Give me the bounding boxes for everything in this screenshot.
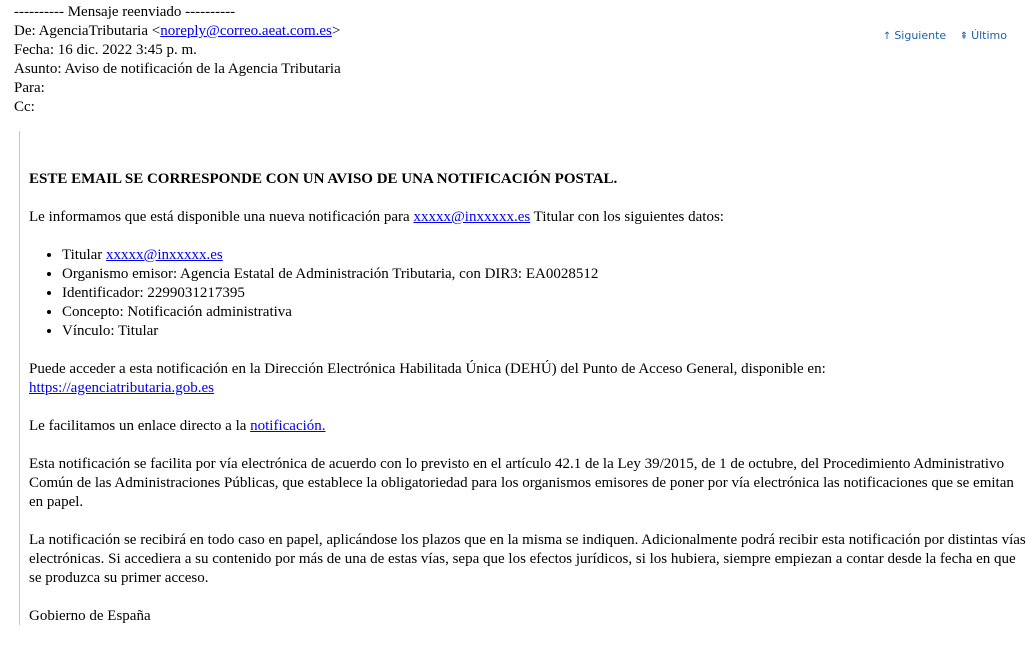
notification-data-list (29, 246, 1029, 341)
legal-paragraph-1: Esta notificación se facilita por vía electrónica de acuerdo con lo previsto en el artículo 42.1 de la Ley 39/2015, de 1 de octubre, del Procedimiento Administrativo Común de las Administraciones Públicas, que establece la obligatoriedad para los organismos emisores de poner por vía electrónica las notificaciones que se emitan en papel. (29, 456, 1014, 510)
from-email-link[interactable]: noreply@correo.aeat.com.es (160, 23, 332, 39)
from-line (14, 22, 341, 41)
to-line: Para: (14, 80, 45, 96)
direct-link-text: Le facilitamos un enlace directo a la (29, 418, 251, 434)
spacer (29, 398, 1029, 417)
intro-paragraph (29, 208, 1029, 227)
cc-line: Cc: (14, 99, 35, 115)
spacer (29, 227, 1029, 246)
next-label: Siguiente (894, 29, 947, 42)
last-button[interactable] (960, 29, 1007, 42)
spacer (29, 436, 1029, 455)
list-item-organismo: • Organismo emisor: Agencia Estatal de Administración Tributaria, con DIR3: EA0028512 (62, 265, 1029, 284)
access-text: Puede acceder a esta notificación en la Dirección Electrónica Habilitada Única (DEHÚ) del Punto de Acceso General, disponible en: (29, 361, 826, 377)
double-arrow-up-icon: ⇞ (959, 31, 969, 42)
forwarded-header (14, 3, 341, 117)
forward-separator: ---------- Mensaje reenviado ---------- (14, 4, 236, 20)
titular-label: Titular (62, 247, 107, 263)
intro-email-link[interactable]: xxxxx@inxxxxx.es (413, 209, 531, 225)
titular-email-link[interactable]: xxxxx@inxxxxx.es (106, 247, 223, 263)
access-paragraph (29, 360, 1029, 398)
list-item-titular (62, 246, 1029, 265)
intro-text-after: Titular con los siguientes datos: (530, 209, 724, 225)
message-navigation (873, 29, 1007, 42)
spacer (29, 588, 1029, 607)
from-label: De: (14, 23, 39, 39)
notice-title: ESTE EMAIL SE CORRESPONDE CON UN AVISO DE UNA NOTIFICACIÓN POSTAL. (29, 171, 618, 187)
spacer (29, 341, 1029, 360)
spacer (29, 512, 1029, 531)
from-close: > (331, 23, 341, 39)
signature: Gobierno de España (29, 608, 151, 624)
access-link[interactable]: https://agenciatributaria.gob.es (29, 380, 214, 396)
intro-text: Le informamos que está disponible una nueva notificación para (29, 209, 414, 225)
list-item-identificador: • Identificador: 2299031217395 (62, 284, 1029, 303)
legal-paragraph-2: La notificación se recibirá en todo caso en papel, aplicándose los plazos que en la misma se indiquen. Adicionalmente podrá recibir esta notificación por distintas vías electrónicas. Si accediera a su contenido por más de una de estas vías, sepa que los efectos jurídicos, si los hubiera, siempre empiezan a contar desde la fecha en que se produzca su primer acceso. (29, 532, 1026, 586)
last-label: Último (971, 29, 1007, 42)
date-line: Fecha: 16 dic. 2022 3:45 p. m. (14, 42, 197, 58)
list-item-vinculo: • Vínculo: Titular (62, 322, 1029, 341)
from-name: AgenciaTributaria < (38, 23, 161, 39)
message-body (29, 170, 1029, 626)
next-button[interactable] (883, 29, 946, 42)
notification-link[interactable]: notificación. (250, 418, 326, 434)
list-item-concepto: • Concepto: Notificación administrativa (62, 303, 1029, 322)
arrow-up-icon: ↑ (882, 31, 892, 42)
direct-link-paragraph (29, 417, 1029, 436)
subject-line: Asunto: Aviso de notificación de la Agencia Tributaria (14, 61, 341, 77)
